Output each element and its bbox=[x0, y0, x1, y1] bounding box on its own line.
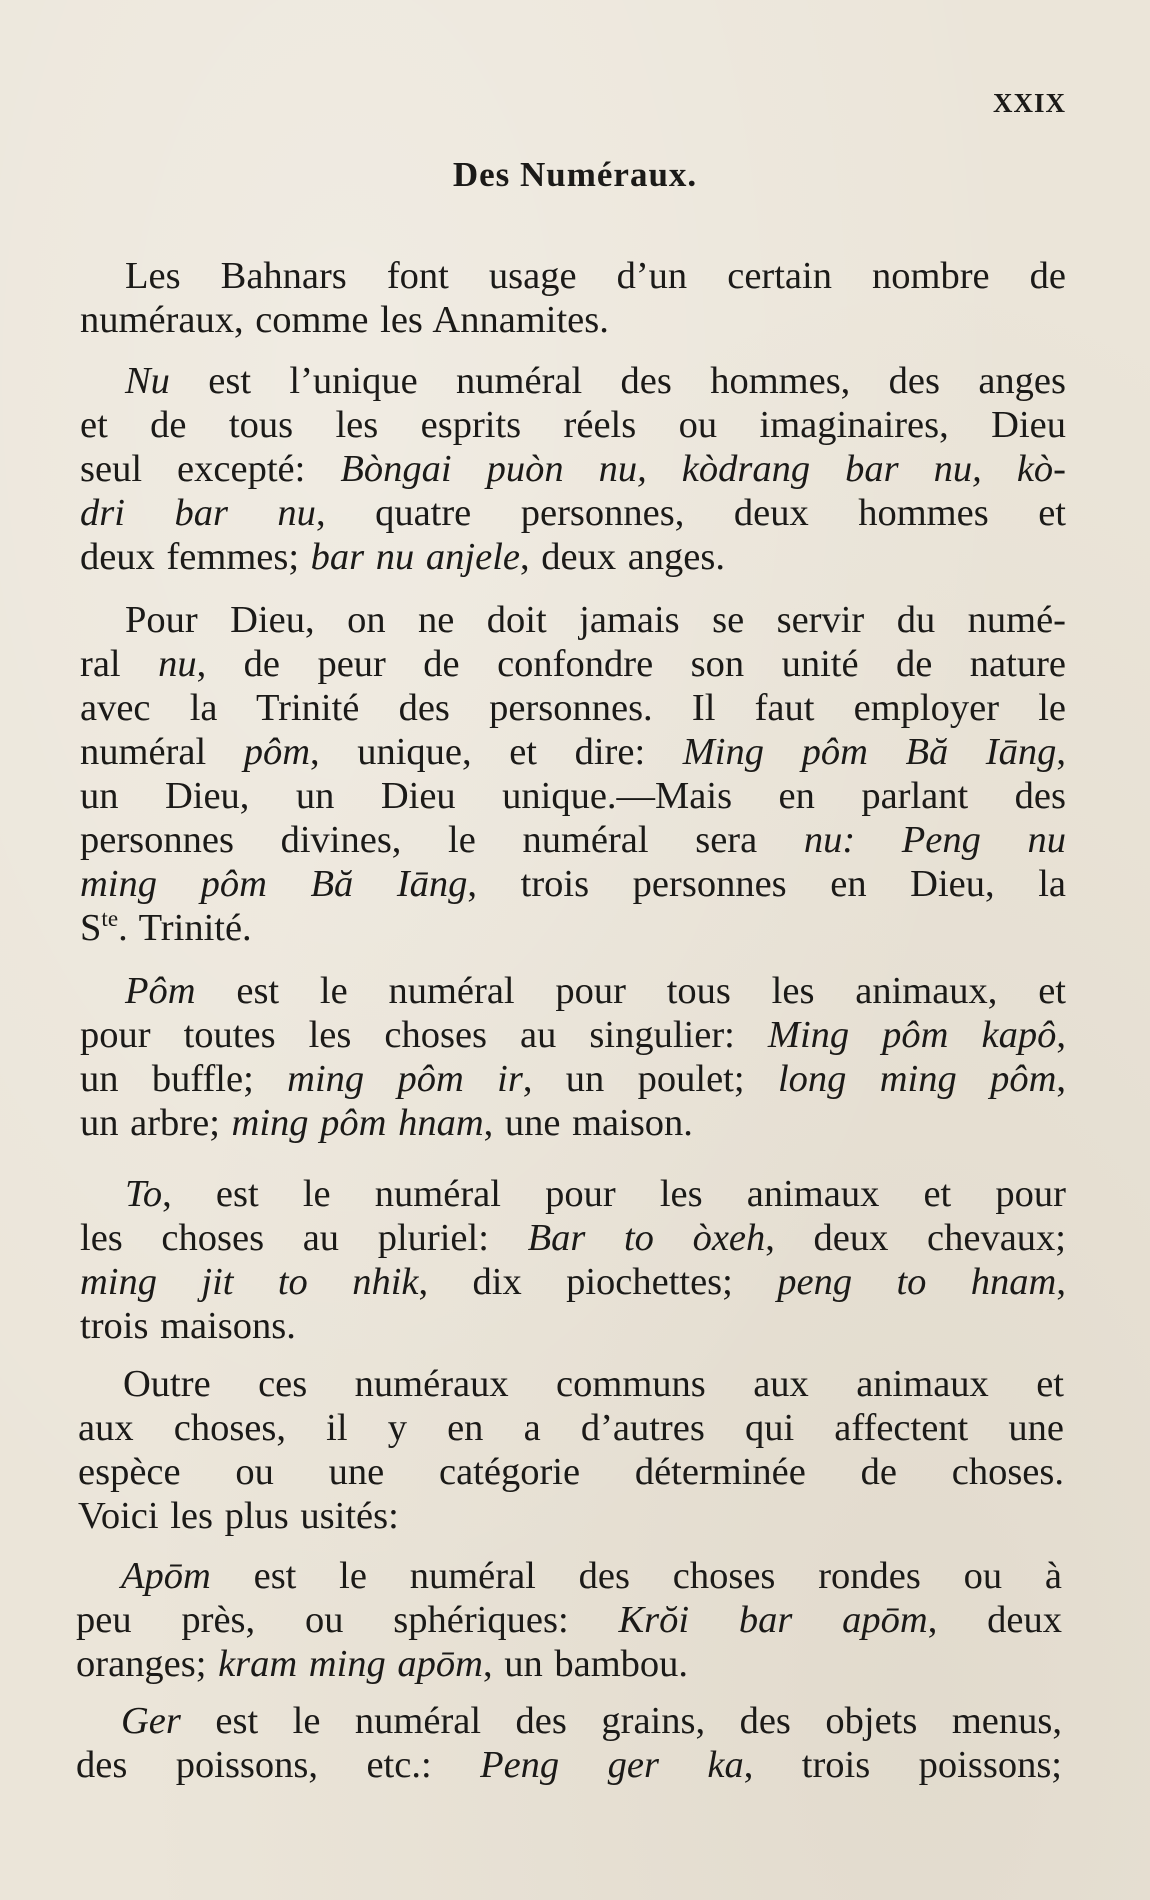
text-line bbox=[80, 774, 1066, 818]
text-segment: . Trinité. bbox=[118, 907, 252, 949]
bahnar-term: Krŏi bar apōm bbox=[618, 1599, 928, 1641]
text-line bbox=[80, 1101, 1066, 1145]
bahnar-term: Pôm bbox=[125, 970, 196, 1012]
text-line bbox=[76, 1743, 1062, 1787]
page-number: XXIX bbox=[992, 88, 1066, 118]
bahnar-term: ming pôm ir bbox=[287, 1058, 523, 1100]
paragraph bbox=[80, 359, 1066, 579]
paragraph bbox=[80, 598, 1066, 950]
text-segment: des poissons, etc.: bbox=[76, 1744, 481, 1786]
text-segment: , deux anges. bbox=[519, 536, 725, 578]
text-segment: est le numéral des grains, des objets menus, bbox=[180, 1700, 1062, 1742]
paragraph bbox=[76, 1554, 1062, 1686]
text-line bbox=[78, 1494, 1064, 1538]
bahnar-term: Bar to òxeh bbox=[527, 1217, 766, 1259]
text-segment: , trois personnes en Dieu, la bbox=[467, 863, 1066, 905]
text-segment: un arbre; bbox=[80, 1102, 232, 1144]
text-line bbox=[80, 906, 1066, 950]
text-segment: , un poulet; bbox=[522, 1058, 778, 1100]
text-line bbox=[76, 1642, 1062, 1686]
text-segment: est l’unique numéral des hommes, des anges bbox=[169, 360, 1066, 402]
text-line bbox=[80, 447, 1066, 491]
section-title: Des Numéraux. bbox=[452, 155, 698, 194]
bahnar-term: peng to hnam bbox=[777, 1261, 1057, 1303]
text-segment: , de peur de confondre son unité de nature bbox=[196, 643, 1066, 685]
text-segment: , bbox=[1056, 1261, 1066, 1303]
bahnar-term: kram ming apōm bbox=[218, 1643, 483, 1685]
text-segment: , un bambou. bbox=[483, 1643, 689, 1685]
bahnar-term: nu: Peng nu bbox=[803, 819, 1066, 861]
bahnar-term: dri bar nu bbox=[80, 492, 316, 534]
bahnar-term: ming jit to nhik bbox=[80, 1261, 419, 1303]
bahnar-term: long ming pôm bbox=[777, 1058, 1057, 1100]
text-line bbox=[80, 598, 1066, 642]
text-segment: avec la Trinité des personnes. Il faut employer le bbox=[80, 687, 1066, 729]
paragraph bbox=[80, 254, 1066, 342]
text-segment: , bbox=[1056, 1014, 1066, 1056]
text-line bbox=[78, 1362, 1064, 1406]
text-segment: ral bbox=[80, 643, 159, 685]
text-segment: numéral bbox=[80, 731, 244, 773]
text-segment: aux choses, il y en a d’autres qui affectent une bbox=[78, 1407, 1064, 1449]
text-line bbox=[80, 403, 1066, 447]
bahnar-term: To bbox=[125, 1173, 163, 1215]
text-segment: oranges; bbox=[76, 1643, 219, 1685]
text-segment: , bbox=[1056, 731, 1066, 773]
text-segment: , unique, et dire: bbox=[310, 731, 683, 773]
paragraph bbox=[78, 1362, 1064, 1538]
text-segment: les choses au pluriel: bbox=[80, 1217, 528, 1259]
text-segment: peu près, ou sphériques: bbox=[76, 1599, 619, 1641]
text-line bbox=[80, 1057, 1066, 1101]
text-line bbox=[76, 1699, 1062, 1743]
bahnar-term: Peng ger ka bbox=[480, 1744, 744, 1786]
text-segment: , deux bbox=[927, 1599, 1062, 1641]
paragraph bbox=[76, 1699, 1062, 1787]
text-segment: est le numéral pour tous les animaux, et bbox=[195, 970, 1066, 1012]
text-segment: un Dieu, un Dieu unique.—Mais en parlant des bbox=[80, 775, 1066, 817]
bahnar-term: ming pôm Bă Iāng bbox=[80, 863, 468, 905]
text-line bbox=[76, 1554, 1062, 1598]
text-line bbox=[80, 359, 1066, 403]
text-segment: Les Bahnars font usage d’un certain nombre de bbox=[125, 255, 1066, 297]
text-segment: , deux chevaux; bbox=[765, 1217, 1066, 1259]
text-line bbox=[80, 1304, 1066, 1348]
bahnar-term: Ger bbox=[121, 1700, 181, 1742]
text-segment: espèce ou une catégorie déterminée de choses. bbox=[78, 1451, 1064, 1493]
text-segment: , une maison. bbox=[483, 1102, 693, 1144]
text-line bbox=[80, 1172, 1066, 1216]
text-line bbox=[80, 818, 1066, 862]
bahnar-term: Nu bbox=[125, 360, 170, 402]
text-line bbox=[80, 1260, 1066, 1304]
bahnar-term: ming pôm hnam bbox=[231, 1102, 484, 1144]
bahnar-term: nu bbox=[158, 643, 197, 685]
text-segment: Pour Dieu, on ne doit jamais se servir du numé- bbox=[125, 599, 1066, 641]
text-line bbox=[80, 686, 1066, 730]
text-segment: seul excepté: bbox=[80, 448, 341, 490]
text-line bbox=[80, 535, 1066, 579]
text-line bbox=[80, 254, 1066, 298]
bahnar-term: pôm bbox=[243, 731, 311, 773]
text-segment: un buffle; bbox=[80, 1058, 288, 1100]
text-segment: et de tous les esprits réels ou imaginaires, Dieu bbox=[80, 404, 1066, 446]
text-segment: personnes divines, le numéral sera bbox=[80, 819, 804, 861]
text-segment: S bbox=[80, 907, 102, 949]
bahnar-term: Ming pôm kapô bbox=[767, 1014, 1057, 1056]
text-line bbox=[80, 730, 1066, 774]
text-line bbox=[80, 298, 1066, 342]
text-line bbox=[76, 1598, 1062, 1642]
text-segment: , bbox=[1056, 1058, 1067, 1100]
text-line bbox=[80, 862, 1066, 906]
text-line bbox=[80, 969, 1066, 1013]
bahnar-term: Bòngai puòn nu, kòdrang bar nu, kò- bbox=[340, 448, 1066, 490]
text-segment: numéraux, comme les Annamites. bbox=[80, 299, 609, 341]
text-segment: pour toutes les choses au singulier: bbox=[80, 1014, 768, 1056]
text-segment: trois maisons. bbox=[80, 1305, 296, 1347]
text-line bbox=[78, 1406, 1064, 1450]
text-segment: , trois poissons; bbox=[743, 1744, 1062, 1786]
text-segment: deux femmes; bbox=[80, 536, 311, 578]
text-segment: , dix piochettes; bbox=[418, 1261, 778, 1303]
text-segment: , quatre personnes, deux hommes et bbox=[315, 492, 1066, 534]
superscript: te bbox=[101, 905, 119, 932]
text-segment: , est le numéral pour les animaux et pour bbox=[162, 1173, 1066, 1215]
text-line bbox=[80, 642, 1066, 686]
text-line bbox=[80, 491, 1066, 535]
bahnar-term: bar nu anjele bbox=[310, 536, 520, 578]
paragraph bbox=[80, 1172, 1066, 1348]
text-line bbox=[78, 1450, 1064, 1494]
text-segment: Outre ces numéraux communs aux animaux et bbox=[123, 1363, 1064, 1405]
text-segment: Voici les plus usités: bbox=[78, 1495, 399, 1537]
text-segment: est le numéral des choses rondes ou à bbox=[210, 1555, 1062, 1597]
bahnar-term: Apōm bbox=[121, 1555, 211, 1597]
text-line bbox=[80, 1013, 1066, 1057]
paragraph bbox=[80, 969, 1066, 1145]
bahnar-term: Ming pôm Bă Iāng bbox=[682, 731, 1057, 773]
text-line bbox=[80, 1216, 1066, 1260]
